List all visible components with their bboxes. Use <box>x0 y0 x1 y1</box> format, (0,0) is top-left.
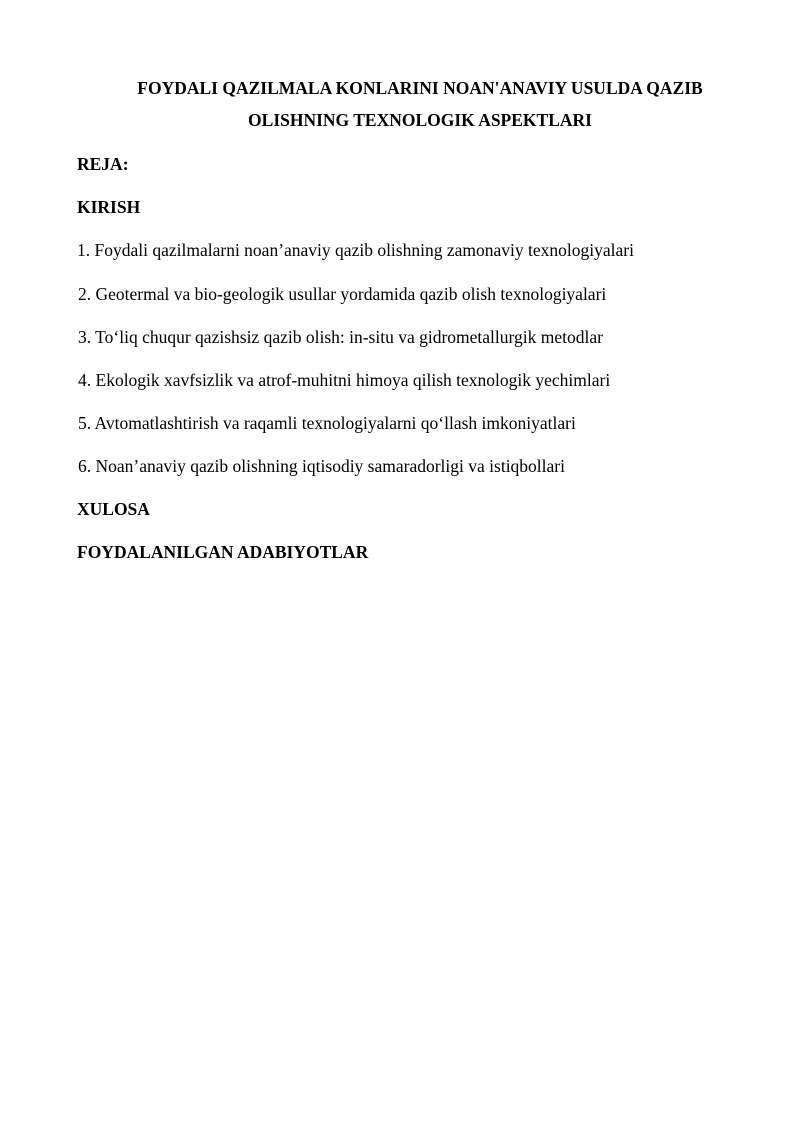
references-heading: FOYDALANILGAN ADABIYOTLAR <box>77 542 369 562</box>
plan-item-1: 1. Foydali qazilmalarni noan’anaviy qazib olishning zamonaviy texnologiyalari <box>77 240 634 260</box>
plan-item-6: 6. Noan’anaviy qazib olishning iqtisodiy samaradorligi va istiqbollari <box>78 456 565 476</box>
plan-heading: REJA: <box>77 154 129 174</box>
plan-item-3: 3. To‘liq chuqur qazishsiz qazib olish: in-situ va gidrometallurgik metodlar <box>78 327 603 347</box>
conclusion-heading: XULOSA <box>77 499 150 519</box>
plan-item-4: 4. Ekologik xavfsizlik va atrof-muhitni himoya qilish texnologik yechimlari <box>78 370 611 390</box>
plan-item-2: 2. Geotermal va bio-geologik usullar yordamida qazib olish texnologiyalari <box>78 284 607 304</box>
document-title-line-2: OLISHNING TEXNOLOGIK ASPEKTLARI <box>248 110 592 130</box>
document-title-line-1: FOYDALI QAZILMALA KONLARINI NOAN'ANAVIY USULDA QAZIB <box>137 78 703 98</box>
plan-item-5: 5. Avtomatlashtirish va raqamli texnologiyalarni qo‘llash imkoniyatlari <box>78 413 576 433</box>
intro-heading: KIRISH <box>77 197 141 217</box>
